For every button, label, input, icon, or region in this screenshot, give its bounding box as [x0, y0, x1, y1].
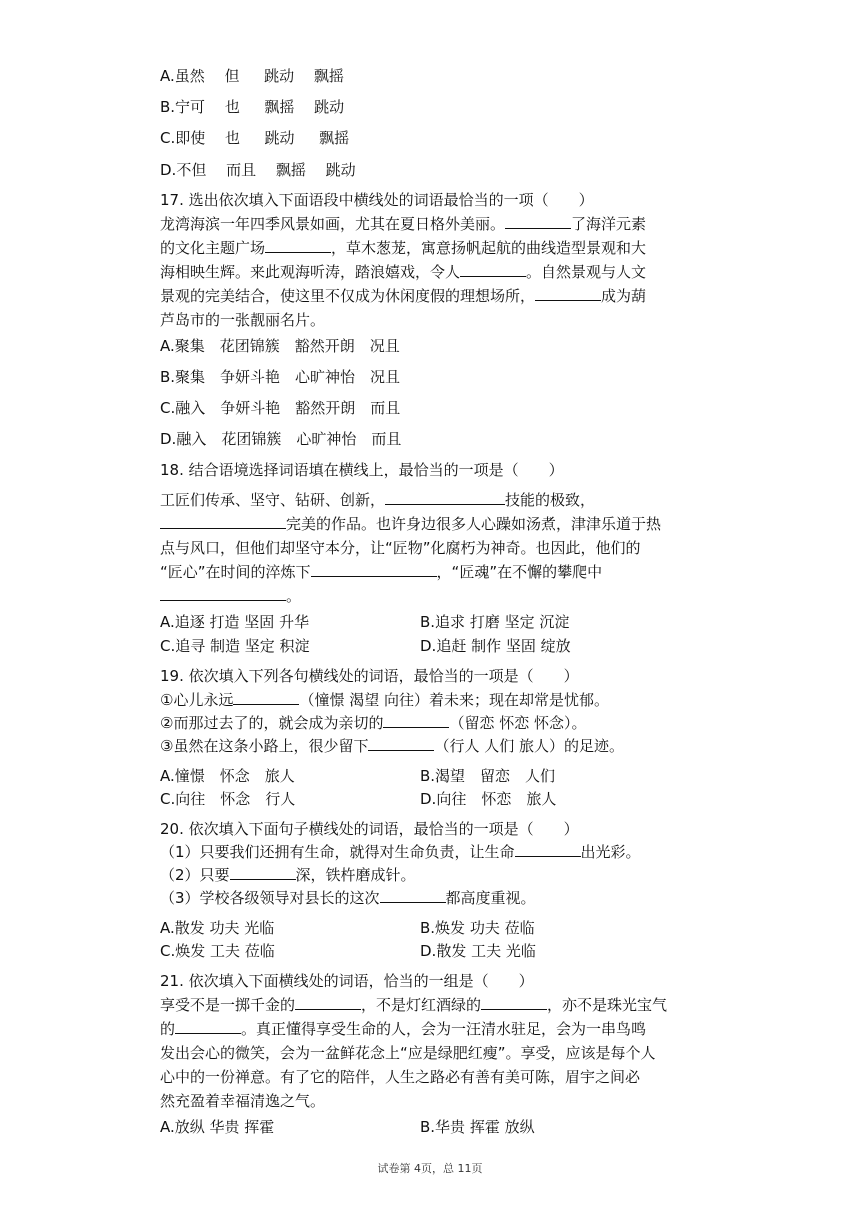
q18-option-b: B.追求 打磨 坚定 沉淀 [420, 613, 570, 631]
blank [230, 865, 296, 880]
q21-option-b: B.华贵 挥霍 放纵 [420, 1118, 535, 1136]
q18-option-d: D.追赶 制作 坚固 绽放 [420, 637, 571, 655]
page-footer: 试卷第 4页，总 11页 [377, 1162, 483, 1175]
q17-option-b: B.聚集 争妍斗艳 心旷神怡 况且 [160, 368, 401, 386]
q18-option-a: A.追逐 打造 坚固 升华 [160, 613, 310, 631]
top-option-b: B.宁可 也 飘摇 跳动 [160, 98, 345, 116]
q18-options-row-1 [160, 612, 720, 632]
q19-stem: 19. 依次填入下列各句横线处的词语，最恰当的一项是（ ） [160, 667, 579, 685]
blank [460, 262, 526, 277]
q20-sentence-3: （3）学校各级领导对县长的这次 都高度重视。 [160, 889, 536, 907]
q18-options-row-2 [160, 636, 720, 656]
q19-sentence-2: ②而那过去了的，就会成为亲切的 （留恋 怀恋 怀念）。 [160, 714, 587, 732]
blank [160, 514, 286, 529]
q17-passage-line-1: 龙湾海滨一年四季风景如画，尤其在夏日格外美丽。 了海洋元素 [160, 215, 647, 233]
q17-stem: 17. 选出依次填入下面语段中横线处的词语最恰当的一项（ ） [160, 191, 594, 209]
q17-passage-line-4: 景观的完美结合，使这里不仅成为休闲度假的理想场所， 成为葫 [160, 287, 647, 305]
top-option-a: A.虽然 但 跳动 飘摇 [160, 67, 344, 85]
q21-passage-line-3: 发出会心的微笑，会为一盆鲜花念上“应是绿肥红瘦”。享受，应该是每个人 [160, 1044, 656, 1062]
q18-passage-line-3: 点与风口，但他们却坚守本分，让“匠物”化腐朽为神奇。也因此，他们的 [160, 539, 641, 557]
q17-option-d: D.融入 花团锦簇 心旷神怡 而且 [160, 430, 402, 448]
q19-option-a: A.憧憬 怀念 旅人 [160, 767, 295, 785]
blank [383, 713, 449, 728]
q18-option-c: C.追寻 制造 坚定 积淀 [160, 637, 310, 655]
q21-stem: 21. 依次填入下面横线处的词语，恰当的一组是（ ） [160, 972, 534, 990]
q19-option-c: C.向往 怀念 行人 [160, 790, 296, 808]
q19-sentence-1: ①心儿永远 （憧憬 渴望 向往）着未来；现在却常是忧郁。 [160, 691, 609, 709]
q18-stem: 18. 结合语境选择词语填在横线上，最恰当的一项是（ ） [160, 461, 564, 479]
top-option-d: D.不但 而且 飘摇 跳动 [160, 161, 356, 179]
q17-passage-line-3: 海相映生辉。来此观海听涛，踏浪嬉戏，令人 。自然景观与人文 [160, 263, 647, 281]
blank [535, 286, 601, 301]
blank [265, 238, 331, 253]
q20-sentence-2: （2）只要 深，铁杵磨成针。 [160, 866, 416, 884]
q19-option-d: D.向往 怀恋 旅人 [420, 790, 557, 808]
q20-option-c: C.焕发 工夫 莅临 [160, 942, 275, 960]
q18-passage-line-5: 。 [160, 586, 720, 606]
q21-passage-line-5: 然充盈着幸福清逸之气。 [160, 1092, 326, 1110]
blank [481, 995, 547, 1010]
q18-passage-line-4: “匠心”在时间的淬炼下 ，“匠魂”在不懈的攀爬中 [160, 563, 603, 581]
q21-passage-line-2: 的 。真正懂得享受生命的人，会为一汪清水驻足，会为一串鸟鸣 [160, 1020, 647, 1038]
q20-options-row-2 [160, 941, 720, 961]
q21-passage-line-4: 心中的一份禅意。有了它的陪伴，人生之路必有善有美可陈，眉宇之间必 [160, 1068, 641, 1086]
q17-option-c: C.融入 争妍斗艳 豁然开朗 而且 [160, 399, 401, 417]
top-option-c: C.即使 也 跳动 飘摇 [160, 129, 350, 147]
q19-options-row-2 [160, 789, 720, 809]
q19-option-b: B.渴望 留恋 人们 [420, 767, 556, 785]
q19-options-row-1 [160, 766, 720, 786]
q17-passage-line-5: 芦岛市的一张靓丽名片。 [160, 311, 326, 329]
q17-passage-line-2: 的文化主题广场 ，草木葱茏，寓意扬帆起航的曲线造型景观和大 [160, 239, 647, 257]
q20-option-d: D.散发 工夫 光临 [420, 942, 536, 960]
blank [295, 995, 361, 1010]
blank [311, 562, 437, 577]
q18-passage-line-1: 工匠们传承、坚守、钻研、创新， 技能的极致， [160, 491, 596, 509]
blank [385, 490, 505, 505]
blank [515, 842, 581, 857]
q17-option-a: A.聚集 花团锦簇 豁然开朗 况且 [160, 337, 400, 355]
blank [380, 888, 446, 903]
blank [368, 736, 434, 751]
q19-sentence-3: ③虽然在这条小路上，很少留下 （行人 人们 旅人）的足迹。 [160, 737, 624, 755]
q20-options-row-1 [160, 918, 720, 938]
q20-option-b: B.焕发 功夫 莅临 [420, 919, 535, 937]
q20-sentence-1: （1）只要我们还拥有生命，就得对生命负责，让生命 出光彩。 [160, 843, 641, 861]
blank [233, 690, 299, 705]
blank [505, 214, 571, 229]
blank [175, 1019, 241, 1034]
q20-option-a: A.散发 功夫 光临 [160, 919, 275, 937]
q21-option-a: A.放纵 华贵 挥霍 [160, 1118, 275, 1136]
q21-passage-line-1: 享受不是一掷千金的 ，不是灯红酒绿的 ，亦不是珠光宝气 [160, 996, 668, 1014]
blank [160, 586, 286, 601]
q20-stem: 20. 依次填入下面句子横线处的词语，最恰当的一项是（ ） [160, 820, 579, 838]
q18-passage-line-2: 完美的作品。也许身边很多人心躁如汤煮，津津乐道于热 [160, 514, 720, 534]
q21-options-row-1 [160, 1117, 720, 1137]
